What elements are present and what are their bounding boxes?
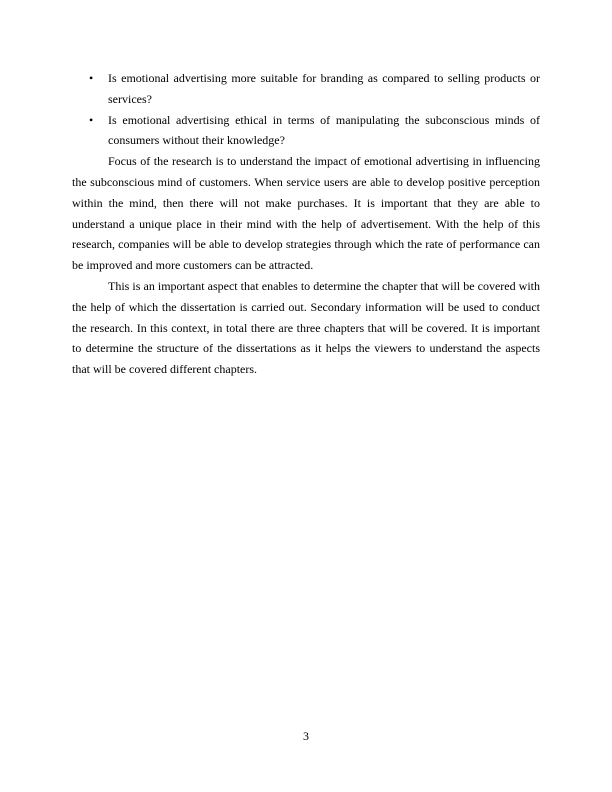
list-item-text: Is emotional advertising ethical in terms of manipulating the subconscious minds of consumers without their knowledge? [108, 112, 540, 148]
list-item [72, 110, 540, 152]
paragraph-chapter-structure: This is an important aspect that enables to determine the chapter that will be covered with the help of which the dissertation is carried out. Secondary information will be used to conduct the research. In this context, in total there are three chapters that will be covered. It is important to determine the structure of the dissertations as it helps the viewers to understand the aspects that will be covered different chapters. [72, 278, 540, 377]
bullet-icon: • [89, 112, 94, 127]
list-item [72, 68, 540, 110]
research-questions-list [72, 68, 540, 151]
page-content [72, 68, 540, 380]
bullet-icon: • [89, 71, 94, 85]
paragraph-research-focus: Focus of the research is to understand the impact of emotional advertising in influencing the subconscious mind of customers. When service users are able to develop positive perception within the mind, then there will not make purchases. It is important that they are able to understand a unique place in their mind with the help of advertisement. With the help of this research, companies will be able to develop strategies through which the rate of performance can be improved and more customers can be attracted. [72, 154, 540, 273]
page-number: 3 [303, 729, 309, 743]
list-item-text: Is emotional advertising more suitable for branding as compared to selling products or services? [108, 71, 540, 106]
